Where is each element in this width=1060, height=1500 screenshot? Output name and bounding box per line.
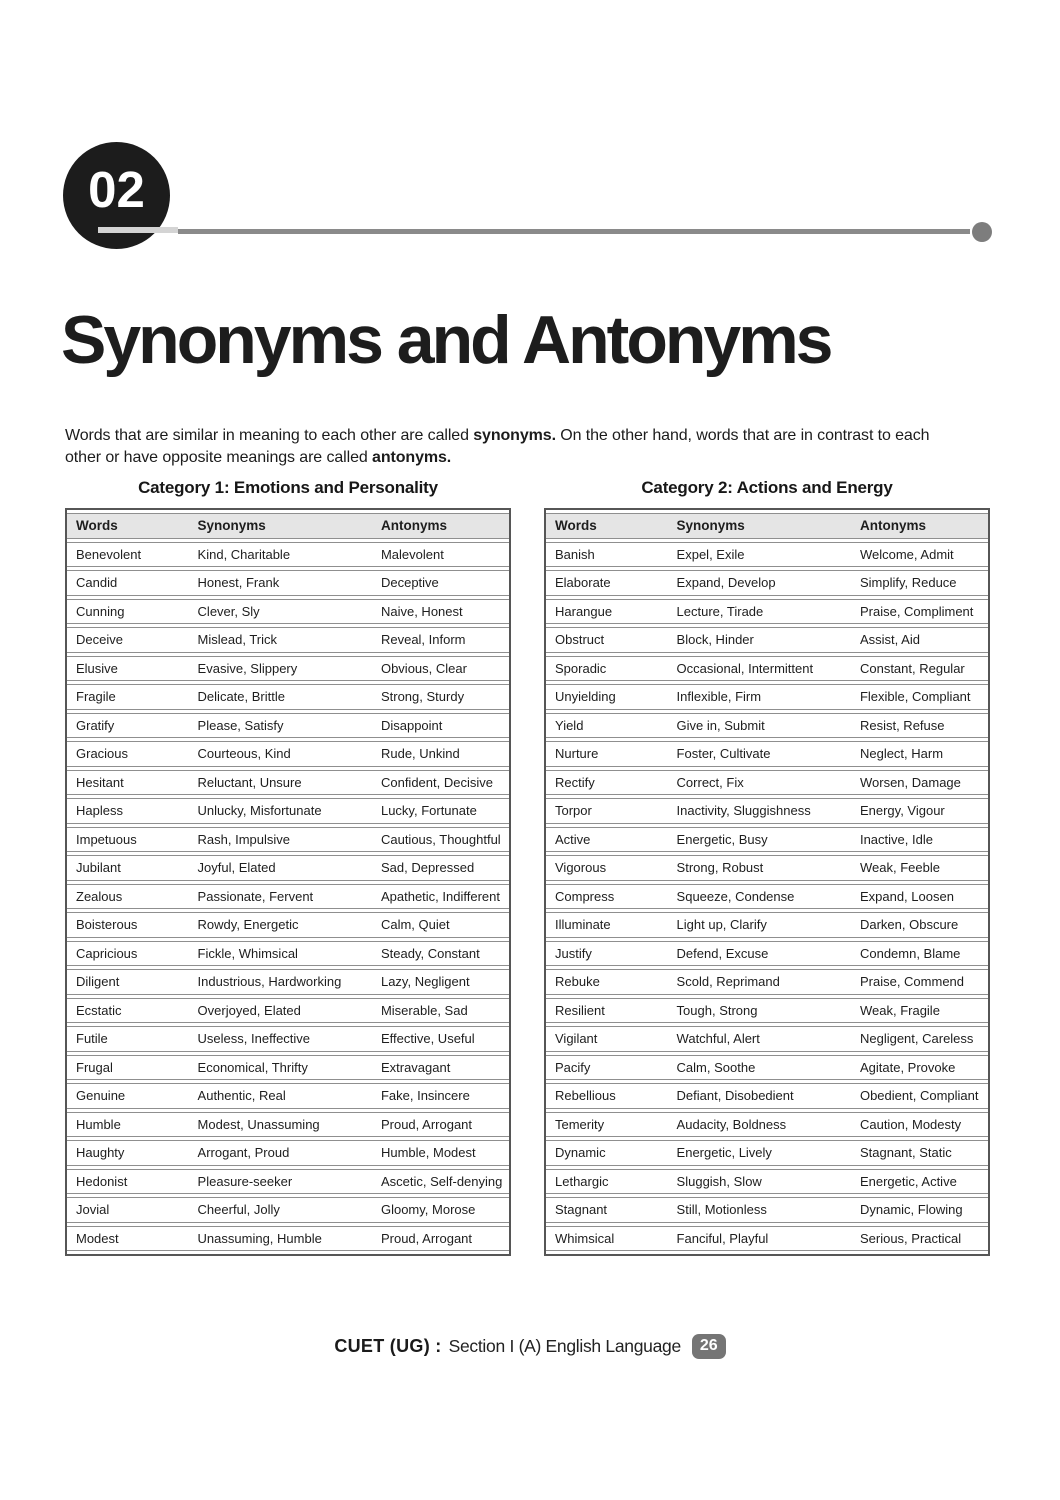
table-row bbox=[67, 1226, 509, 1252]
table-cell: Inflexible, Firm bbox=[668, 684, 851, 710]
table-header-cell: Synonyms bbox=[189, 513, 372, 539]
table-cell: Impetuous bbox=[67, 827, 189, 853]
table-cell: Stagnant bbox=[546, 1197, 668, 1223]
table-cell: Active bbox=[546, 827, 668, 853]
table-row bbox=[67, 969, 509, 995]
category-1-heading: Category 1: Emotions and Personality bbox=[138, 478, 438, 497]
table-cell: Nurture bbox=[546, 741, 668, 767]
table-cell: Steady, Constant bbox=[372, 941, 509, 967]
table-cell: Block, Hinder bbox=[668, 627, 851, 653]
table-cell: Confident, Decisive bbox=[372, 770, 509, 796]
table-cell: Yield bbox=[546, 713, 668, 739]
table-cell: Expand, Loosen bbox=[851, 884, 988, 910]
table-row bbox=[67, 684, 509, 710]
table-row bbox=[67, 741, 509, 767]
intro-bold-antonyms: antonyms. bbox=[372, 448, 452, 466]
table-cell: Lazy, Negligent bbox=[372, 969, 509, 995]
table-cell: Light up, Clarify bbox=[668, 912, 851, 938]
table-cell: Correct, Fix bbox=[668, 770, 851, 796]
table-row bbox=[67, 1197, 509, 1223]
table-cell: Compress bbox=[546, 884, 668, 910]
table-cell: Zealous bbox=[67, 884, 189, 910]
table-cell: Rebellious bbox=[546, 1083, 668, 1109]
intro-text-1: Words that are similar in meaning to each other are called bbox=[65, 427, 474, 444]
table-cell: Naive, Honest bbox=[372, 599, 509, 625]
table-cell: Rectify bbox=[546, 770, 668, 796]
table-cell: Modest bbox=[67, 1226, 189, 1252]
intro-text-2: On the other hand, words that are in contrast to each other or have opposite meanings are called bbox=[65, 427, 930, 466]
table-cell: Neglect, Harm bbox=[851, 741, 988, 767]
page-number-badge: 26 bbox=[692, 1334, 726, 1359]
table-header-row bbox=[546, 513, 988, 539]
footer-book-title: CUET (UG) : bbox=[334, 1336, 442, 1356]
table-header-row bbox=[67, 513, 509, 539]
table-cell: Unlucky, Misfortunate bbox=[189, 798, 372, 824]
table-cell: Evasive, Slippery bbox=[189, 656, 372, 682]
table-cell: Lecture, Tirade bbox=[668, 599, 851, 625]
table-cell: Weak, Fragile bbox=[851, 998, 988, 1024]
divider-dot bbox=[972, 222, 992, 242]
table-cell: Elaborate bbox=[546, 570, 668, 596]
table-cell: Illuminate bbox=[546, 912, 668, 938]
table-cell: Energetic, Busy bbox=[668, 827, 851, 853]
table-cell: Constant, Regular bbox=[851, 656, 988, 682]
table-row bbox=[67, 713, 509, 739]
tables-row bbox=[65, 478, 990, 1256]
table-cell: Unassuming, Humble bbox=[189, 1226, 372, 1252]
table-cell: Stagnant, Static bbox=[851, 1140, 988, 1166]
table-cell: Boisterous bbox=[67, 912, 189, 938]
intro-bold-synonyms: synonyms. bbox=[473, 427, 556, 444]
table-cell: Proud, Arrogant bbox=[372, 1226, 509, 1252]
category-2-table bbox=[546, 510, 988, 1254]
table-row bbox=[546, 1026, 988, 1052]
table-cell: Sluggish, Slow bbox=[668, 1169, 851, 1195]
table-cell: Authentic, Real bbox=[189, 1083, 372, 1109]
table-cell: Economical, Thrifty bbox=[189, 1055, 372, 1081]
table-row bbox=[546, 969, 988, 995]
table-cell: Genuine bbox=[67, 1083, 189, 1109]
table-cell: Useless, Ineffective bbox=[189, 1026, 372, 1052]
table-cell: Hesitant bbox=[67, 770, 189, 796]
table-cell: Energetic, Lively bbox=[668, 1140, 851, 1166]
table-cell: Dynamic bbox=[546, 1140, 668, 1166]
table-cell: Scold, Reprimand bbox=[668, 969, 851, 995]
table-cell: Give in, Submit bbox=[668, 713, 851, 739]
category-2-block bbox=[544, 478, 990, 1256]
table-cell: Defend, Excuse bbox=[668, 941, 851, 967]
footer-section-title: Section I (A) English Language bbox=[448, 1336, 681, 1356]
table-cell: Overjoyed, Elated bbox=[189, 998, 372, 1024]
table-cell: Fragile bbox=[67, 684, 189, 710]
table-cell: Effective, Useful bbox=[372, 1026, 509, 1052]
table-cell: Mislead, Trick bbox=[189, 627, 372, 653]
table-cell: Haughty bbox=[67, 1140, 189, 1166]
table-cell: Proud, Arrogant bbox=[372, 1112, 509, 1138]
table-cell: Rowdy, Energetic bbox=[189, 912, 372, 938]
table-cell: Still, Motionless bbox=[668, 1197, 851, 1223]
table-cell: Resilient bbox=[546, 998, 668, 1024]
table-cell: Strong, Robust bbox=[668, 855, 851, 881]
table-cell: Energetic, Active bbox=[851, 1169, 988, 1195]
table-cell: Rash, Impulsive bbox=[189, 827, 372, 853]
table-cell: Malevolent bbox=[372, 542, 509, 568]
table-cell: Industrious, Hardworking bbox=[189, 969, 372, 995]
table-row bbox=[546, 770, 988, 796]
table-cell: Calm, Quiet bbox=[372, 912, 509, 938]
table-cell: Inactive, Idle bbox=[851, 827, 988, 853]
chapter-number: 02 bbox=[88, 161, 145, 218]
table-cell: Justify bbox=[546, 941, 668, 967]
table-row bbox=[546, 741, 988, 767]
table-row bbox=[67, 1140, 509, 1166]
table-cell: Defiant, Disobedient bbox=[668, 1083, 851, 1109]
table-cell: Deceptive bbox=[372, 570, 509, 596]
table-row bbox=[546, 798, 988, 824]
table-cell: Worsen, Damage bbox=[851, 770, 988, 796]
table-cell: Resist, Refuse bbox=[851, 713, 988, 739]
table-cell: Vigorous bbox=[546, 855, 668, 881]
table-cell: Diligent bbox=[67, 969, 189, 995]
table-cell: Delicate, Brittle bbox=[189, 684, 372, 710]
table-cell: Torpor bbox=[546, 798, 668, 824]
table-cell: Simplify, Reduce bbox=[851, 570, 988, 596]
table-header-cell: Synonyms bbox=[668, 513, 851, 539]
table-cell: Candid bbox=[67, 570, 189, 596]
table-row bbox=[546, 542, 988, 568]
table-cell: Squeeze, Condense bbox=[668, 884, 851, 910]
table-cell: Whimsical bbox=[546, 1226, 668, 1252]
table-cell: Humble, Modest bbox=[372, 1140, 509, 1166]
table-cell: Inactivity, Sluggishness bbox=[668, 798, 851, 824]
table-cell: Fake, Insincere bbox=[372, 1083, 509, 1109]
table-cell: Watchful, Alert bbox=[668, 1026, 851, 1052]
table-row bbox=[67, 912, 509, 938]
table-row bbox=[546, 599, 988, 625]
table-cell: Vigilant bbox=[546, 1026, 668, 1052]
table-cell: Hapless bbox=[67, 798, 189, 824]
table-cell: Welcome, Admit bbox=[851, 542, 988, 568]
table-cell: Cautious, Thoughtful bbox=[372, 827, 509, 853]
table-row bbox=[67, 599, 509, 625]
table-row bbox=[546, 627, 988, 653]
table-cell: Benevolent bbox=[67, 542, 189, 568]
category-2-table-frame bbox=[544, 508, 990, 1256]
table-row bbox=[546, 1112, 988, 1138]
table-cell: Occasional, Intermittent bbox=[668, 656, 851, 682]
table-cell: Audacity, Boldness bbox=[668, 1112, 851, 1138]
table-row bbox=[546, 855, 988, 881]
table-cell: Pacify bbox=[546, 1055, 668, 1081]
table-row bbox=[67, 656, 509, 682]
table-cell: Cheerful, Jolly bbox=[189, 1197, 372, 1223]
table-cell: Cunning bbox=[67, 599, 189, 625]
table-cell: Modest, Unassuming bbox=[189, 1112, 372, 1138]
divider-line bbox=[178, 229, 970, 234]
table-cell: Temerity bbox=[546, 1112, 668, 1138]
table-cell: Lucky, Fortunate bbox=[372, 798, 509, 824]
table-cell: Praise, Compliment bbox=[851, 599, 988, 625]
table-cell: Expand, Develop bbox=[668, 570, 851, 596]
table-cell: Pleasure-seeker bbox=[189, 1169, 372, 1195]
table-cell: Capricious bbox=[67, 941, 189, 967]
table-row bbox=[546, 1169, 988, 1195]
table-row bbox=[67, 542, 509, 568]
table-header-cell: Antonyms bbox=[851, 513, 988, 539]
table-cell: Expel, Exile bbox=[668, 542, 851, 568]
table-cell: Negligent, Careless bbox=[851, 1026, 988, 1052]
table-header-cell: Antonyms bbox=[372, 513, 509, 539]
table-cell: Gloomy, Morose bbox=[372, 1197, 509, 1223]
table-row bbox=[67, 941, 509, 967]
table-row bbox=[67, 1026, 509, 1052]
table-cell: Hedonist bbox=[67, 1169, 189, 1195]
table-cell: Calm, Soothe bbox=[668, 1055, 851, 1081]
table-cell: Harangue bbox=[546, 599, 668, 625]
table-cell: Honest, Frank bbox=[189, 570, 372, 596]
table-row bbox=[546, 1226, 988, 1252]
table-header-cell: Words bbox=[546, 513, 668, 539]
table-row bbox=[546, 1083, 988, 1109]
table-row bbox=[546, 884, 988, 910]
table-cell: Joyful, Elated bbox=[189, 855, 372, 881]
table-cell: Agitate, Provoke bbox=[851, 1055, 988, 1081]
table-cell: Foster, Cultivate bbox=[668, 741, 851, 767]
table-cell: Rebuke bbox=[546, 969, 668, 995]
table-cell: Flexible, Compliant bbox=[851, 684, 988, 710]
table-cell: Banish bbox=[546, 542, 668, 568]
table-cell: Serious, Practical bbox=[851, 1226, 988, 1252]
table-cell: Reveal, Inform bbox=[372, 627, 509, 653]
table-cell: Gracious bbox=[67, 741, 189, 767]
table-row bbox=[546, 941, 988, 967]
table-cell: Humble bbox=[67, 1112, 189, 1138]
table-row bbox=[67, 627, 509, 653]
table-cell: Please, Satisfy bbox=[189, 713, 372, 739]
table-row bbox=[546, 827, 988, 853]
table-header-cell: Words bbox=[67, 513, 189, 539]
table-row bbox=[67, 1112, 509, 1138]
table-row bbox=[546, 713, 988, 739]
table-cell: Tough, Strong bbox=[668, 998, 851, 1024]
table-cell: Rude, Unkind bbox=[372, 741, 509, 767]
table-cell: Deceive bbox=[67, 627, 189, 653]
table-cell: Jubilant bbox=[67, 855, 189, 881]
table-cell: Futile bbox=[67, 1026, 189, 1052]
table-cell: Obedient, Compliant bbox=[851, 1083, 988, 1109]
table-cell: Apathetic, Indifferent bbox=[372, 884, 509, 910]
table-cell: Elusive bbox=[67, 656, 189, 682]
table-cell: Lethargic bbox=[546, 1169, 668, 1195]
table-cell: Energy, Vigour bbox=[851, 798, 988, 824]
table-cell: Strong, Sturdy bbox=[372, 684, 509, 710]
table-cell: Sad, Depressed bbox=[372, 855, 509, 881]
category-1-table-frame bbox=[65, 508, 511, 1256]
table-cell: Ascetic, Self-denying bbox=[372, 1169, 509, 1195]
table-cell: Condemn, Blame bbox=[851, 941, 988, 967]
table-cell: Ecstatic bbox=[67, 998, 189, 1024]
table-cell: Praise, Commend bbox=[851, 969, 988, 995]
table-row bbox=[546, 1197, 988, 1223]
category-1-block bbox=[65, 478, 511, 1256]
table-cell: Kind, Charitable bbox=[189, 542, 372, 568]
category-1-table bbox=[67, 510, 509, 1254]
table-cell: Darken, Obscure bbox=[851, 912, 988, 938]
table-row bbox=[67, 998, 509, 1024]
table-row bbox=[67, 770, 509, 796]
table-cell: Reluctant, Unsure bbox=[189, 770, 372, 796]
table-cell: Sporadic bbox=[546, 656, 668, 682]
page-title: Synonyms and Antonyms bbox=[61, 302, 831, 378]
table-row bbox=[67, 1055, 509, 1081]
table-row bbox=[67, 1083, 509, 1109]
table-cell: Gratify bbox=[67, 713, 189, 739]
table-cell: Fanciful, Playful bbox=[668, 1226, 851, 1252]
table-cell: Extravagant bbox=[372, 1055, 509, 1081]
table-cell: Clever, Sly bbox=[189, 599, 372, 625]
table-row bbox=[67, 855, 509, 881]
page-footer bbox=[0, 1334, 1060, 1359]
table-cell: Jovial bbox=[67, 1197, 189, 1223]
table-row bbox=[67, 827, 509, 853]
table-row bbox=[67, 884, 509, 910]
table-row bbox=[67, 1169, 509, 1195]
table-cell: Fickle, Whimsical bbox=[189, 941, 372, 967]
table-row bbox=[546, 998, 988, 1024]
table-row bbox=[67, 570, 509, 596]
table-cell: Frugal bbox=[67, 1055, 189, 1081]
table-cell: Passionate, Fervent bbox=[189, 884, 372, 910]
table-cell: Obvious, Clear bbox=[372, 656, 509, 682]
table-cell: Assist, Aid bbox=[851, 627, 988, 653]
chapter-underline-bar bbox=[98, 227, 178, 233]
table-row bbox=[546, 1055, 988, 1081]
table-row bbox=[546, 684, 988, 710]
table-cell: Miserable, Sad bbox=[372, 998, 509, 1024]
table-cell: Unyielding bbox=[546, 684, 668, 710]
table-row bbox=[546, 570, 988, 596]
table-cell: Disappoint bbox=[372, 713, 509, 739]
table-row bbox=[546, 912, 988, 938]
table-cell: Courteous, Kind bbox=[189, 741, 372, 767]
intro-paragraph bbox=[65, 425, 967, 468]
table-row bbox=[546, 1140, 988, 1166]
table-cell: Caution, Modesty bbox=[851, 1112, 988, 1138]
table-row bbox=[67, 798, 509, 824]
category-2-heading: Category 2: Actions and Energy bbox=[641, 478, 893, 497]
table-cell: Arrogant, Proud bbox=[189, 1140, 372, 1166]
table-cell: Dynamic, Flowing bbox=[851, 1197, 988, 1223]
table-cell: Weak, Feeble bbox=[851, 855, 988, 881]
table-cell: Obstruct bbox=[546, 627, 668, 653]
table-row bbox=[546, 656, 988, 682]
